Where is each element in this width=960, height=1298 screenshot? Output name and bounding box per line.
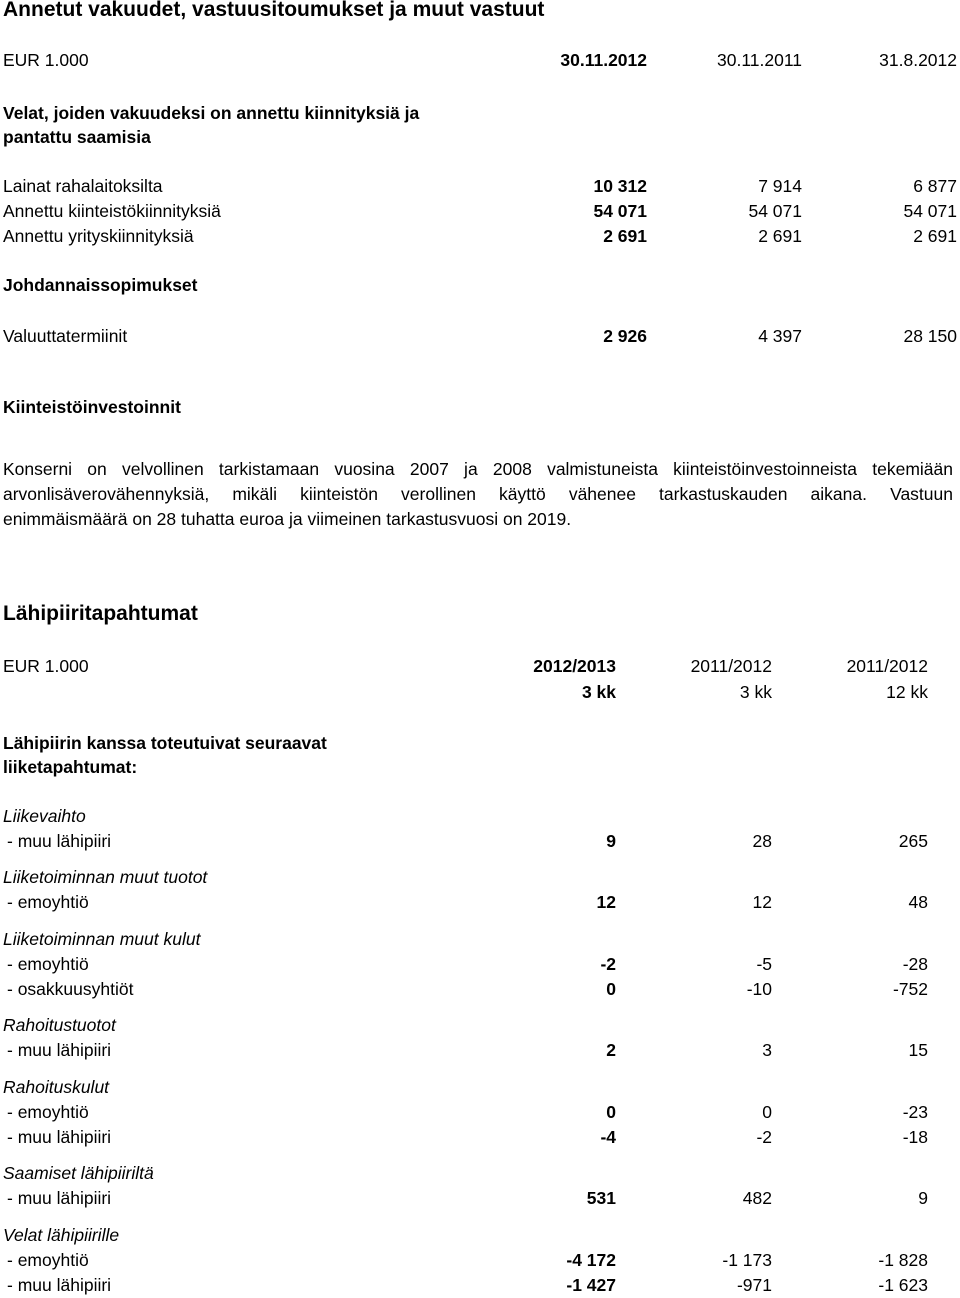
table-cell: 3 [762, 1040, 772, 1060]
table-row-label: Valuuttatermiinit [3, 326, 128, 346]
column-header-period: 2011/2012 [690, 656, 772, 676]
table-cell: 6 877 [913, 176, 957, 196]
column-header-aug-2012: 31.8.2012 [879, 50, 957, 70]
pledge-heading-cont: pantattu saamisia [3, 127, 151, 147]
table-cell: 10 312 [593, 176, 647, 196]
table-row-label: Annettu kiinteistökiinnityksiä [3, 201, 221, 221]
table-cell: 2 691 [758, 226, 802, 246]
table-cell: -971 [736, 1275, 772, 1295]
section-title-related-party: Lähipiiritapahtumat [3, 602, 198, 625]
table-cell: 482 [742, 1188, 772, 1208]
table-cell: 9 [918, 1188, 928, 1208]
group-heading: Liiketoiminnan muut kulut [3, 929, 201, 949]
column-header-length: 12 kk [886, 682, 928, 702]
currency-label: EUR 1.000 [3, 50, 89, 70]
column-header-length: 3 kk [581, 682, 616, 702]
table-cell: 265 [898, 831, 928, 851]
investments-heading: Kiinteistöinvestoinnit [3, 397, 181, 417]
table-cell: 2 926 [603, 326, 647, 346]
table-cell: -23 [902, 1102, 928, 1122]
table-row-label: - muu lähipiiri [7, 1040, 112, 1060]
table-row-label: - muu lähipiiri [7, 831, 112, 851]
related-intro: Lähipiirin kanssa toteutuivat seuraavat [3, 733, 327, 753]
table-cell: -10 [746, 979, 772, 999]
table-row-label: - osakkuusyhtiöt [7, 979, 134, 999]
paragraph-line: arvonlisäverovähennyksiä, mikäli kiinteistön verollinen käyttö vähenee tarkastuskauden aikana. Vastuun [3, 484, 953, 504]
related-intro-cont: liiketapahtumat: [3, 757, 138, 777]
column-header-2011: 30.11.2011 [717, 50, 802, 70]
table-cell: -18 [902, 1127, 928, 1147]
table-cell: 0 [606, 979, 616, 999]
table-row-label: - muu lähipiiri [7, 1275, 112, 1295]
table-cell: 0 [606, 1102, 616, 1122]
table-row-label: - emoyhtiö [7, 1102, 89, 1122]
table-cell: 4 397 [758, 326, 802, 346]
table-row-label: - muu lähipiiri [7, 1127, 112, 1147]
table-cell: 531 [586, 1188, 616, 1208]
column-header-period: 2012/2013 [533, 656, 616, 676]
table-cell: 12 [596, 892, 616, 912]
table-cell: -1 173 [722, 1250, 772, 1270]
table-cell: -1 828 [878, 1250, 928, 1270]
table-cell: 54 071 [903, 201, 957, 221]
table-cell: 12 [752, 892, 772, 912]
investments-paragraph [3, 457, 953, 532]
table-cell: 2 691 [913, 226, 957, 246]
table-cell: 28 [752, 831, 772, 851]
table-cell: -2 [600, 954, 616, 974]
table-cell: -5 [756, 954, 772, 974]
table-cell: 0 [762, 1102, 772, 1122]
section-title-guarantees: Annetut vakuudet, vastuusitoumukset ja muut vastuut [3, 0, 545, 21]
paragraph-line: Konserni on velvollinen tarkistamaan vuosina 2007 ja 2008 valmistuneista kiinteistöinvestoinneista tekemiään [3, 459, 953, 479]
table-row-label: - emoyhtiö [7, 892, 89, 912]
column-header-2012: 30.11.2012 [560, 50, 647, 70]
table-cell: 28 150 [903, 326, 957, 346]
group-heading: Rahoituskulut [3, 1077, 110, 1097]
group-heading: Liiketoiminnan muut tuotot [3, 867, 208, 887]
group-heading: Saamiset lähipiiriltä [3, 1163, 154, 1183]
table-row-label: Lainat rahalaitoksilta [3, 176, 163, 196]
table-cell: 2 691 [603, 226, 647, 246]
paragraph-line: enimmäismäärä on 28 tuhatta euroa ja viimeinen tarkastusvuosi on 2019. [3, 509, 572, 529]
table-row-label: - muu lähipiiri [7, 1188, 112, 1208]
column-header-period: 2011/2012 [846, 656, 928, 676]
table-row-label: - emoyhtiö [7, 954, 89, 974]
table-cell: -28 [902, 954, 928, 974]
group-heading: Velat lähipiirille [3, 1225, 120, 1245]
table-row-label: Annettu yrityskiinnityksiä [3, 226, 194, 246]
table-cell: 15 [908, 1040, 928, 1060]
table-cell: -2 [756, 1127, 772, 1147]
table-row-label: - emoyhtiö [7, 1250, 89, 1270]
table-cell: -1 427 [566, 1275, 616, 1295]
table-cell: -4 172 [566, 1250, 616, 1270]
currency-label: EUR 1.000 [3, 656, 89, 676]
table-cell: 48 [908, 892, 928, 912]
group-heading: Liikevaihto [3, 806, 86, 826]
column-header-length: 3 kk [739, 682, 772, 702]
table-cell: 2 [606, 1040, 616, 1060]
derivatives-heading: Johdannaissopimukset [3, 275, 198, 295]
group-heading: Rahoitustuotot [3, 1015, 116, 1035]
pledge-heading: Velat, joiden vakuudeksi on annettu kiinnityksiä ja [3, 103, 420, 123]
table-cell: -752 [892, 979, 928, 999]
table-cell: 7 914 [758, 176, 802, 196]
table-cell: 9 [606, 831, 616, 851]
table-cell: 54 071 [748, 201, 802, 221]
table-cell: -1 623 [878, 1275, 928, 1295]
table-cell: -4 [600, 1127, 616, 1147]
table-cell: 54 071 [593, 201, 647, 221]
